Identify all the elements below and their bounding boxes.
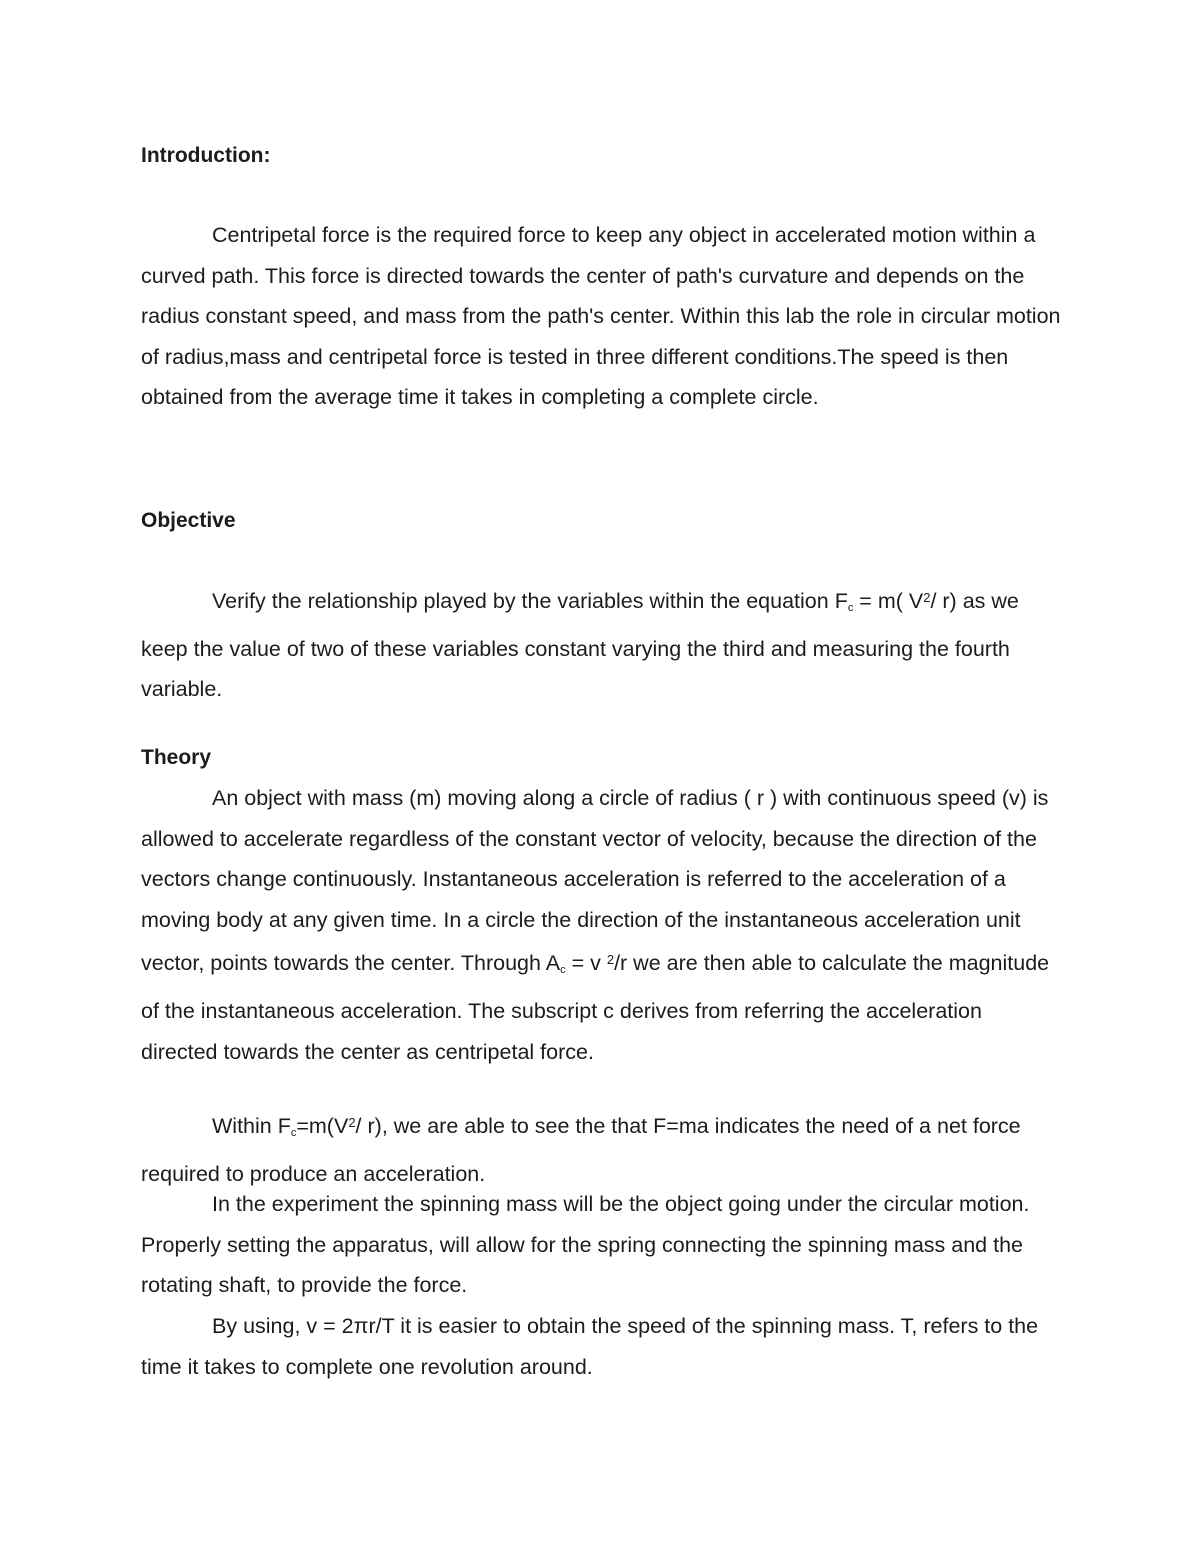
theory-paragraph-2: Within $F_c=m(V^2/$ r), we are able to see the that F=ma indicates the need of a net force required to produce an acceleration. <box>141 1114 1021 1186</box>
objective-heading: Objective <box>141 509 236 532</box>
objective-paragraph: Verify the relationship played by the variables within the equation $F_c = m$( $V^2/$ r) as we keep the value of two of these variables constant varying the third and measuring the fourth variable. <box>141 589 1019 702</box>
theory-paragraph-3: In the experiment the spinning mass will be the object going under the circular motion. Properly setting the apparatus, will allow for the spring connecting the spinning mass and the rotating shaft, to provide the force. <box>141 1192 1030 1298</box>
theory-paragraph-1: An object with mass (m) moving along a circle of radius ( r ) with continuous speed (v) is allowed to accelerate regardless of the constant vector of velocity, because the direction of the vectors change continuously. Instantaneous acceleration is referred to the acceleration of a moving body at any given time. In a circle the direction of the instantaneous acceleration unit vector, points towards the center. Through $A_c = v$ $^2$/r we are then able to calculate the magnitude of the instantaneous acceleration. The subscript c derives from referring the acceleration directed towards the center as centripetal force. <box>141 786 1050 1064</box>
introduction-paragraph: Centripetal force is the required force to keep any object in accelerated motion within a curved path. This force is directed towards the center of path's curvature and depends on the radius constant speed, and mass from the path's center. Within this lab the role in circular motion of radius,mass and centripetal force is tested in three different conditions.The speed is then obtained from the average time it takes in completing a complete circle. <box>141 223 1061 410</box>
theory-heading: Theory <box>141 746 212 769</box>
introduction-heading: Introduction: <box>141 144 271 167</box>
theory-paragraph-4: By using, v = 2πr/T it is easier to obtain the speed of the spinning mass. T, refers to the time it takes to complete one revolution around. <box>141 1314 1039 1379</box>
